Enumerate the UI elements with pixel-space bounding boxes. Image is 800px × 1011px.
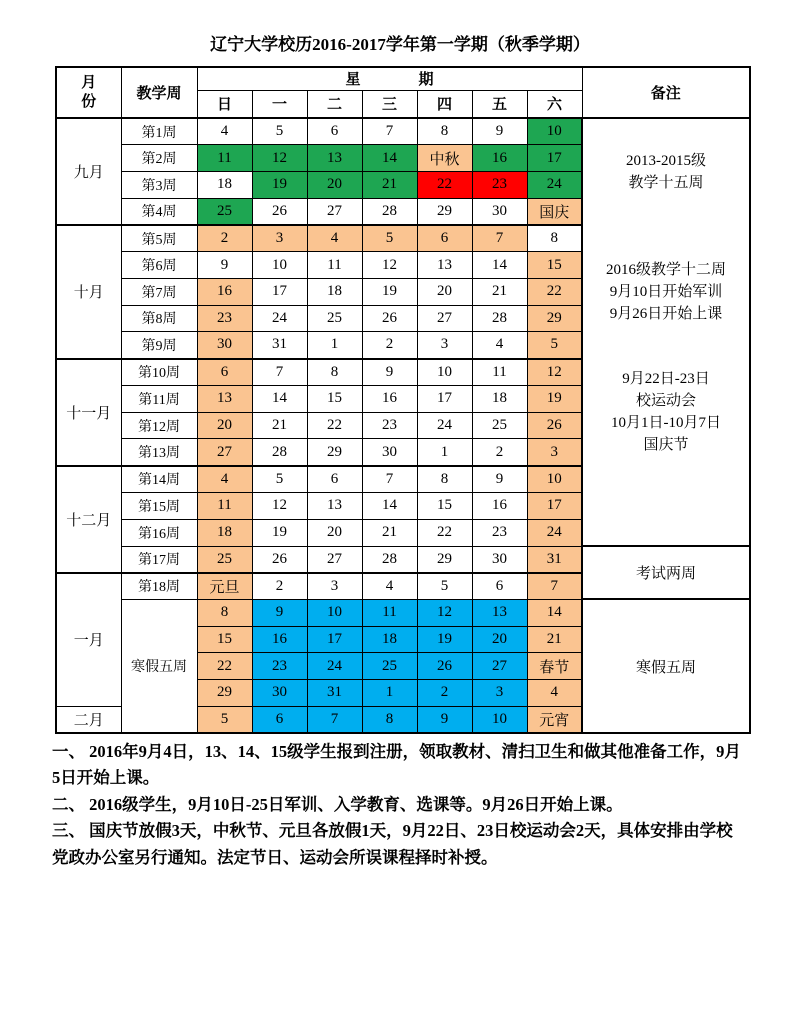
date-cell: 17 <box>307 626 362 653</box>
date-cell: 4 <box>307 225 362 252</box>
date-cell: 9 <box>197 252 252 279</box>
teaching-week-label: 第15周 <box>121 493 197 520</box>
teaching-week-label: 第5周 <box>121 225 197 252</box>
week-header-char-2: 期 <box>418 72 434 89</box>
date-cell: 6 <box>307 466 362 493</box>
remark-note <box>583 119 749 226</box>
date-cell: 15 <box>197 626 252 653</box>
date-cell: 3 <box>527 439 582 466</box>
remark-line: 9月10日开始军训 <box>609 284 723 301</box>
date-cell: 11 <box>197 493 252 520</box>
date-cell: 27 <box>197 439 252 466</box>
date-cell: 5 <box>252 466 307 493</box>
date-cell: 27 <box>472 653 527 680</box>
date-cell: 22 <box>197 653 252 680</box>
date-cell: 16 <box>472 493 527 520</box>
date-cell: 29 <box>527 305 582 332</box>
month-label: 九月 <box>56 118 121 225</box>
holiday-cell: 元宵 <box>527 706 582 733</box>
date-cell: 25 <box>362 653 417 680</box>
footnote-2: 二、 2016级学生，9月10日-25日军训、入学教育、选课等。9月26日开始上课。 <box>52 794 623 814</box>
date-cell: 13 <box>197 386 252 413</box>
date-cell: 25 <box>197 198 252 225</box>
calendar-row <box>56 599 750 626</box>
date-cell: 2 <box>472 439 527 466</box>
date-cell: 9 <box>417 706 472 733</box>
day-header-thu: 四 <box>417 90 472 118</box>
teaching-week-label: 第10周 <box>121 359 197 386</box>
date-cell: 23 <box>472 519 527 546</box>
teaching-week-label: 第4周 <box>121 198 197 225</box>
date-cell: 11 <box>472 359 527 386</box>
date-cell: 12 <box>362 252 417 279</box>
date-cell: 7 <box>362 466 417 493</box>
date-cell: 8 <box>417 466 472 493</box>
month-header-char-2: 份 <box>81 93 97 110</box>
date-cell: 12 <box>252 145 307 172</box>
date-cell: 7 <box>362 118 417 145</box>
remark-cell-vacation: 寒假五周 <box>582 599 750 732</box>
date-cell: 31 <box>252 332 307 359</box>
month-label: 十一月 <box>56 359 121 466</box>
date-cell: 3 <box>307 573 362 600</box>
date-cell: 5 <box>362 225 417 252</box>
date-cell: 2 <box>417 679 472 706</box>
date-cell: 7 <box>472 225 527 252</box>
date-cell: 24 <box>307 653 362 680</box>
date-cell: 26 <box>527 412 582 439</box>
calendar-row <box>56 546 750 573</box>
date-cell: 30 <box>472 198 527 225</box>
date-cell: 28 <box>362 198 417 225</box>
day-header-fri: 五 <box>472 90 527 118</box>
teaching-week-label: 第16周 <box>121 519 197 546</box>
date-cell: 12 <box>527 359 582 386</box>
page-title: 辽宁大学校历2016-2017学年第一学期（秋季学期） <box>210 35 590 54</box>
holiday-cell: 元旦 <box>197 573 252 600</box>
date-cell: 30 <box>362 439 417 466</box>
remark-line: 9月22日-23日 <box>622 370 710 387</box>
date-cell: 10 <box>307 599 362 626</box>
date-cell: 20 <box>472 626 527 653</box>
date-cell: 26 <box>252 198 307 225</box>
header-row-top <box>56 67 750 90</box>
date-cell: 3 <box>472 679 527 706</box>
date-cell: 11 <box>197 145 252 172</box>
date-cell: 20 <box>307 171 362 198</box>
date-cell: 18 <box>362 626 417 653</box>
date-cell: 30 <box>252 679 307 706</box>
teaching-week-label: 第1周 <box>121 118 197 145</box>
remark-line: 2013-2015级 <box>626 153 706 170</box>
date-cell: 19 <box>527 386 582 413</box>
date-cell: 24 <box>527 519 582 546</box>
date-cell: 18 <box>197 171 252 198</box>
date-cell: 6 <box>307 118 362 145</box>
date-cell: 1 <box>417 439 472 466</box>
teaching-week-label: 第6周 <box>121 252 197 279</box>
date-cell: 19 <box>252 519 307 546</box>
teaching-week-label: 第12周 <box>121 412 197 439</box>
week-header-char-1: 星 <box>345 72 361 89</box>
date-cell: 17 <box>527 493 582 520</box>
date-cell: 24 <box>417 412 472 439</box>
date-cell: 1 <box>362 679 417 706</box>
date-cell: 6 <box>417 225 472 252</box>
date-cell: 29 <box>417 546 472 573</box>
day-header-sun: 日 <box>197 90 252 118</box>
week-header <box>197 67 582 90</box>
teaching-week-label: 第11周 <box>121 386 197 413</box>
remark-line: 10月1日-10月7日 <box>611 414 721 431</box>
teaching-week-label: 第18周 <box>121 573 197 600</box>
date-cell: 15 <box>417 493 472 520</box>
date-cell: 5 <box>417 573 472 600</box>
date-cell: 7 <box>307 706 362 733</box>
date-cell: 31 <box>527 546 582 573</box>
date-cell: 30 <box>472 546 527 573</box>
holiday-cell: 中秋 <box>417 145 472 172</box>
calendar-row <box>56 118 750 145</box>
date-cell: 16 <box>197 278 252 305</box>
calendar-body <box>56 118 750 733</box>
date-cell: 27 <box>307 198 362 225</box>
date-cell: 13 <box>307 145 362 172</box>
remark-line: 2016级教学十二周 <box>605 262 726 279</box>
teaching-week-label: 第14周 <box>121 466 197 493</box>
date-cell: 4 <box>362 573 417 600</box>
footnotes <box>52 739 748 872</box>
date-cell: 17 <box>417 386 472 413</box>
teaching-week-label: 第8周 <box>121 305 197 332</box>
date-cell: 26 <box>362 305 417 332</box>
date-cell: 13 <box>472 599 527 626</box>
date-cell: 27 <box>417 305 472 332</box>
date-cell: 29 <box>307 439 362 466</box>
remark-note <box>583 226 749 359</box>
date-cell: 10 <box>472 706 527 733</box>
date-cell: 20 <box>417 278 472 305</box>
date-cell: 18 <box>472 386 527 413</box>
date-cell: 14 <box>252 386 307 413</box>
date-cell: 23 <box>252 653 307 680</box>
date-cell: 31 <box>307 679 362 706</box>
teaching-week-label: 第9周 <box>121 332 197 359</box>
date-cell: 22 <box>417 519 472 546</box>
date-cell: 23 <box>362 412 417 439</box>
date-cell: 2 <box>252 573 307 600</box>
date-cell: 2 <box>362 332 417 359</box>
remark-column-header: 备注 <box>582 67 750 118</box>
date-cell: 4 <box>197 118 252 145</box>
date-cell: 8 <box>362 706 417 733</box>
teaching-week-column-header: 教学周 <box>121 67 197 118</box>
date-cell: 8 <box>417 118 472 145</box>
date-cell: 25 <box>472 412 527 439</box>
date-cell: 4 <box>527 679 582 706</box>
date-cell: 28 <box>472 305 527 332</box>
date-cell: 27 <box>307 546 362 573</box>
remark-line: 校运动会 <box>635 392 696 409</box>
date-cell: 5 <box>527 332 582 359</box>
date-cell: 23 <box>472 171 527 198</box>
date-cell: 30 <box>197 332 252 359</box>
remark-line: 教学十五周 <box>628 175 704 192</box>
date-cell: 3 <box>417 332 472 359</box>
date-cell: 1 <box>307 332 362 359</box>
date-cell: 26 <box>417 653 472 680</box>
date-cell: 9 <box>472 466 527 493</box>
date-cell: 13 <box>417 252 472 279</box>
date-cell: 25 <box>197 546 252 573</box>
date-cell: 16 <box>252 626 307 653</box>
date-cell: 24 <box>252 305 307 332</box>
date-cell: 21 <box>252 412 307 439</box>
holiday-cell: 春节 <box>527 653 582 680</box>
date-cell: 16 <box>472 145 527 172</box>
date-cell: 4 <box>197 466 252 493</box>
date-cell: 9 <box>362 359 417 386</box>
date-cell: 25 <box>307 305 362 332</box>
date-cell: 28 <box>362 546 417 573</box>
remark-line: 国庆节 <box>643 436 689 453</box>
date-cell: 5 <box>197 706 252 733</box>
date-cell: 8 <box>527 225 582 252</box>
remark-note <box>583 359 749 466</box>
date-cell: 14 <box>362 145 417 172</box>
date-cell: 17 <box>252 278 307 305</box>
date-cell: 19 <box>417 626 472 653</box>
teaching-week-label: 第3周 <box>121 171 197 198</box>
date-cell: 21 <box>362 519 417 546</box>
date-cell: 29 <box>417 198 472 225</box>
date-cell: 13 <box>307 493 362 520</box>
date-cell: 22 <box>417 171 472 198</box>
date-cell: 15 <box>527 252 582 279</box>
holiday-cell: 国庆 <box>527 198 582 225</box>
teaching-week-label: 第17周 <box>121 546 197 573</box>
month-header-char-1: 月 <box>81 74 97 91</box>
date-cell: 18 <box>197 519 252 546</box>
date-cell: 22 <box>527 278 582 305</box>
date-cell: 7 <box>527 573 582 600</box>
date-cell: 6 <box>472 573 527 600</box>
date-cell: 9 <box>252 599 307 626</box>
date-cell: 6 <box>197 359 252 386</box>
day-header-mon: 一 <box>252 90 307 118</box>
date-cell: 26 <box>252 546 307 573</box>
date-cell: 10 <box>527 118 582 145</box>
date-cell: 21 <box>472 278 527 305</box>
date-cell: 14 <box>472 252 527 279</box>
day-header-sat: 六 <box>527 90 582 118</box>
date-cell: 10 <box>252 252 307 279</box>
date-cell: 14 <box>362 493 417 520</box>
date-cell: 23 <box>197 305 252 332</box>
date-cell: 10 <box>417 359 472 386</box>
month-label: 十二月 <box>56 466 121 573</box>
date-cell: 2 <box>197 225 252 252</box>
date-cell: 21 <box>527 626 582 653</box>
teaching-week-label: 第2周 <box>121 145 197 172</box>
date-cell: 7 <box>252 359 307 386</box>
date-cell: 12 <box>417 599 472 626</box>
date-cell: 14 <box>527 599 582 626</box>
footnote-3: 三、 国庆节放假3天，中秋节、元旦各放假1天，9月22日、23日校运动会2天，具体安排由学校党政办公室另行通知。法定节日、运动会所误课程择时补授。 <box>52 821 733 867</box>
date-cell: 19 <box>362 278 417 305</box>
date-cell: 24 <box>527 171 582 198</box>
month-column-header <box>56 67 121 118</box>
date-cell: 29 <box>197 679 252 706</box>
date-cell: 4 <box>472 332 527 359</box>
date-cell: 17 <box>527 145 582 172</box>
month-label: 二月 <box>56 706 121 733</box>
date-cell: 11 <box>307 252 362 279</box>
date-cell: 28 <box>252 439 307 466</box>
remark-cell-main <box>582 118 750 546</box>
date-cell: 5 <box>252 118 307 145</box>
month-label: 十月 <box>56 225 121 359</box>
date-cell: 10 <box>527 466 582 493</box>
calendar-header <box>56 67 750 118</box>
date-cell: 3 <box>252 225 307 252</box>
footnote-1: 一、 2016年9月4日，13、14、15级学生报到注册，领取教材、清扫卫生和做其他准备工作，9月5日开始上课。 <box>52 741 741 788</box>
date-cell: 8 <box>307 359 362 386</box>
teaching-week-label: 第13周 <box>121 439 197 466</box>
remark-note <box>583 465 749 545</box>
vacation-label: 寒假五周 <box>121 599 197 732</box>
date-cell: 20 <box>307 519 362 546</box>
teaching-week-label: 第7周 <box>121 278 197 305</box>
date-cell: 9 <box>472 118 527 145</box>
date-cell: 18 <box>307 278 362 305</box>
date-cell: 22 <box>307 412 362 439</box>
date-cell: 16 <box>362 386 417 413</box>
date-cell: 6 <box>252 706 307 733</box>
date-cell: 19 <box>252 171 307 198</box>
date-cell: 15 <box>307 386 362 413</box>
remark-cell-exam: 考试两周 <box>582 546 750 599</box>
remark-line: 9月26日开始上课 <box>609 306 723 323</box>
date-cell: 11 <box>362 599 417 626</box>
month-label: 一月 <box>56 573 121 706</box>
day-header-wed: 三 <box>362 90 417 118</box>
date-cell: 12 <box>252 493 307 520</box>
date-cell: 21 <box>362 171 417 198</box>
calendar-table <box>55 66 751 734</box>
date-cell: 20 <box>197 412 252 439</box>
day-header-tue: 二 <box>307 90 362 118</box>
date-cell: 8 <box>197 599 252 626</box>
